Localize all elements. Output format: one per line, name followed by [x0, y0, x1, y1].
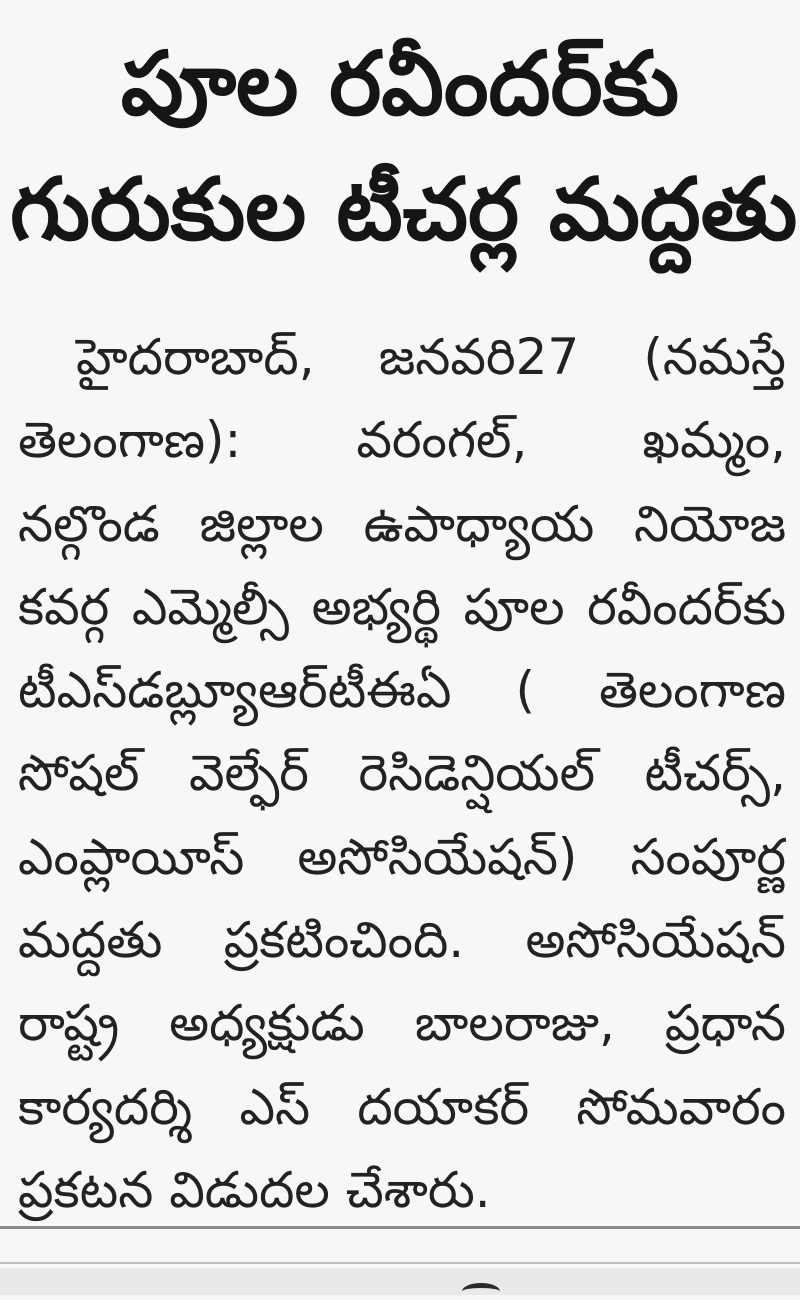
- body-line-4: కవర్గ ఎమ్మెల్సీ అభ్యర్థి పూల రవీందర్‌కు: [18, 577, 786, 636]
- body-line-11: ప్రకటన విడుదల చేశారు.: [18, 1160, 491, 1219]
- headline-line-1: పూల రవీందర్‌కు: [120, 32, 680, 135]
- body-line-9: రాష్ట్ర అధ్యక్షుడు బాలరాజు, ప్రధాన: [18, 994, 786, 1053]
- body-line-7: ఎంప్లాయీస్ అసోసియేషన్) సంపూర్ణ: [18, 827, 786, 886]
- body-line-1: హైదరాబాద్, జనవరి27 (నమస్తే: [76, 328, 786, 386]
- body-line-3: నల్గొండ జిల్లాల ఉపాధ్యాయ నియోజ: [18, 494, 786, 553]
- body-line-2: తెలంగాణ): వరంగల్, ఖమ్మం,: [18, 411, 786, 470]
- body-line-6: సోషల్ వెల్ఫేర్ రెసిడెన్షియల్ టీచర్స్,: [18, 744, 786, 803]
- body-line-10: కార్యదర్శి ఎస్ దయాకర్ సోమవారం: [18, 1077, 786, 1136]
- body-line-8: మద్దతు ప్రకటించింది. అసోసియేషన్: [18, 911, 786, 970]
- article-divider: [0, 1226, 800, 1229]
- body-line-5: టీఎస్‌డబ్ల్యూఆర్‌టీఈఏ ( తెలంగాణ: [18, 661, 786, 720]
- next-article-glyph-fragment: [462, 1283, 500, 1300]
- next-article-strip: [0, 1268, 800, 1295]
- section-divider: [0, 1262, 800, 1264]
- article-body: [18, 316, 786, 1232]
- headline-line-2: గురుకుల టీచర్ల మద్దతు: [10, 160, 798, 260]
